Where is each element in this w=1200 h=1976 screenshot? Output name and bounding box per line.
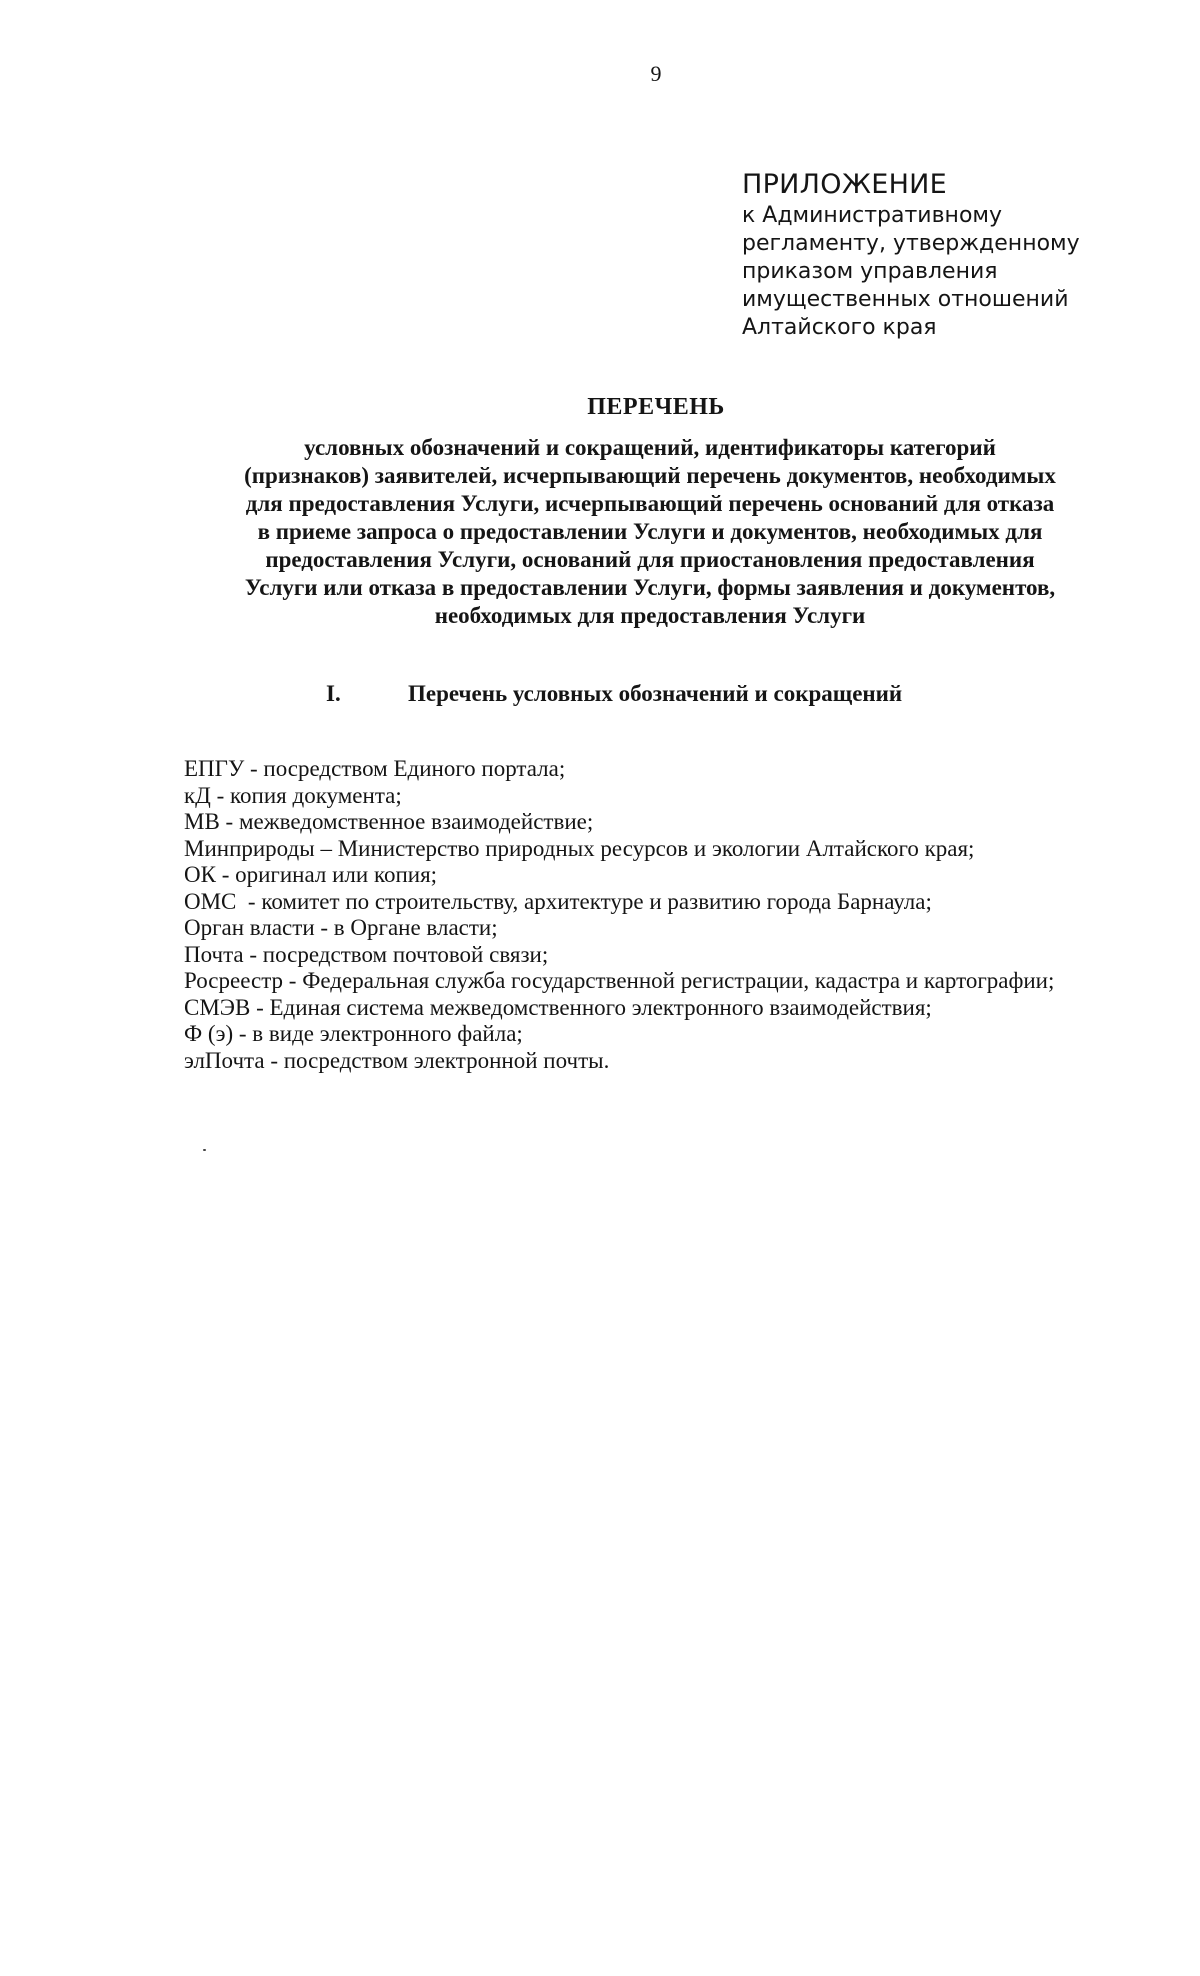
abbreviation-separator: -: [210, 782, 231, 808]
abbreviation-item: [184, 915, 1114, 942]
abbreviation-definition: комитет по строительству, архитектуре и развитию города Барнаула;: [261, 888, 932, 914]
abbreviation-separator: -: [219, 809, 239, 834]
abbreviation-item: [184, 889, 1114, 916]
appendix-line: Алтайского края: [742, 315, 937, 340]
abbreviation-definition: посредством почтовой связи;: [262, 941, 549, 967]
abbreviation-item: [184, 1021, 1114, 1048]
abbreviation-term: МВ: [184, 809, 220, 834]
abbreviation-term: ЕПГУ: [184, 756, 245, 781]
abbreviation-item: [184, 836, 1114, 863]
abbreviation-separator: –: [314, 835, 338, 861]
abbreviation-definition: Федеральная служба государственной регистрации, кадастра и картографии;: [302, 968, 1055, 993]
abbreviation-item: [184, 756, 1114, 783]
abbreviation-item: [184, 783, 1114, 810]
section-heading: [326, 680, 1126, 708]
abbreviation-definition: копия документа;: [230, 782, 402, 808]
document-title: ПЕРЕЧЕНЬ: [587, 394, 725, 420]
document-subtitle: [180, 434, 1120, 630]
abbreviation-term: ОМС: [184, 888, 237, 914]
abbreviation-term: кД: [184, 782, 211, 808]
abbreviation-term: Росреестр: [184, 968, 284, 993]
abbreviation-separator: -: [233, 1021, 253, 1046]
abbreviation-definition: в виде электронного файла;: [252, 1021, 523, 1046]
abbreviation-term: Орган власти: [184, 915, 315, 940]
abbreviation-definition: в Органе власти;: [333, 915, 498, 940]
abbreviation-separator: -: [236, 888, 262, 914]
abbreviation-definition: оригинал или копия;: [235, 862, 438, 887]
abbreviation-term: Почта: [184, 941, 244, 967]
appendix-title: ПРИЛОЖЕНИЕ: [742, 169, 948, 200]
abbreviation-item: [184, 942, 1114, 969]
abbreviation-definition: посредством Единого портала;: [263, 756, 566, 781]
subtitle-line: Услуги или отказа в предоставлении Услуги, формы заявления и документов,: [244, 575, 1056, 600]
subtitle-line: в приеме запроса о предоставлении Услуги и документов, необходимых для: [257, 519, 1043, 544]
abbreviation-term: ОК: [184, 862, 216, 887]
abbreviation-term: СМЭВ: [184, 994, 251, 1020]
abbreviation-definition: Министерство природных ресурсов и экологии Алтайского края;: [337, 835, 975, 861]
appendix-line: приказом управления: [742, 259, 998, 284]
subtitle-line: для предоставления Услуги, исчерпывающий перечень оснований для отказа: [245, 491, 1055, 516]
abbreviation-definition: Единая система межведомственного электронного взаимодействия;: [269, 994, 932, 1020]
abbreviation-separator: -: [243, 941, 263, 967]
appendix-line: регламенту, утвержденному: [742, 231, 1080, 256]
subtitle-line: (признаков) заявителей, исчерпывающий перечень документов, необходимых: [244, 463, 1056, 488]
abbreviation-definition: посредством электронной почты.: [283, 1047, 610, 1073]
abbreviation-item: [184, 1048, 1114, 1075]
abbreviation-separator: -: [264, 1047, 284, 1073]
scan-speck: [203, 1149, 206, 1151]
section-title: Перечень условных обозначений и сокращений: [408, 681, 903, 706]
abbreviation-definition: межведомственное взаимодействие;: [238, 809, 594, 834]
abbreviation-item: [184, 862, 1114, 889]
abbreviation-item: [184, 995, 1114, 1022]
subtitle-line: предоставления Услуги, оснований для приостановления предоставления: [265, 547, 1035, 572]
appendix-block: [742, 168, 1142, 342]
abbreviation-item: [184, 968, 1114, 995]
abbreviation-separator: -: [250, 994, 270, 1020]
abbreviation-term: Ф (э): [184, 1021, 234, 1046]
appendix-line: к Административному: [742, 203, 1003, 228]
abbreviation-separator: -: [314, 915, 334, 940]
abbreviation-separator: -: [244, 756, 264, 781]
section-numeral: I.: [326, 681, 341, 706]
subtitle-line: условных обозначений и сокращений, идентификаторы категорий: [304, 435, 996, 460]
abbreviation-list: [184, 756, 1114, 1074]
appendix-line: имущественных отношений: [742, 287, 1069, 312]
abbreviation-separator: -: [283, 968, 303, 993]
abbreviation-separator: -: [215, 862, 236, 887]
page-number: 9: [650, 61, 662, 86]
subtitle-line: необходимых для предоставления Услуги: [434, 603, 866, 628]
abbreviation-item: [184, 809, 1114, 836]
abbreviation-term: Минприроды: [184, 835, 315, 861]
abbreviation-term: элПочта: [184, 1047, 265, 1073]
